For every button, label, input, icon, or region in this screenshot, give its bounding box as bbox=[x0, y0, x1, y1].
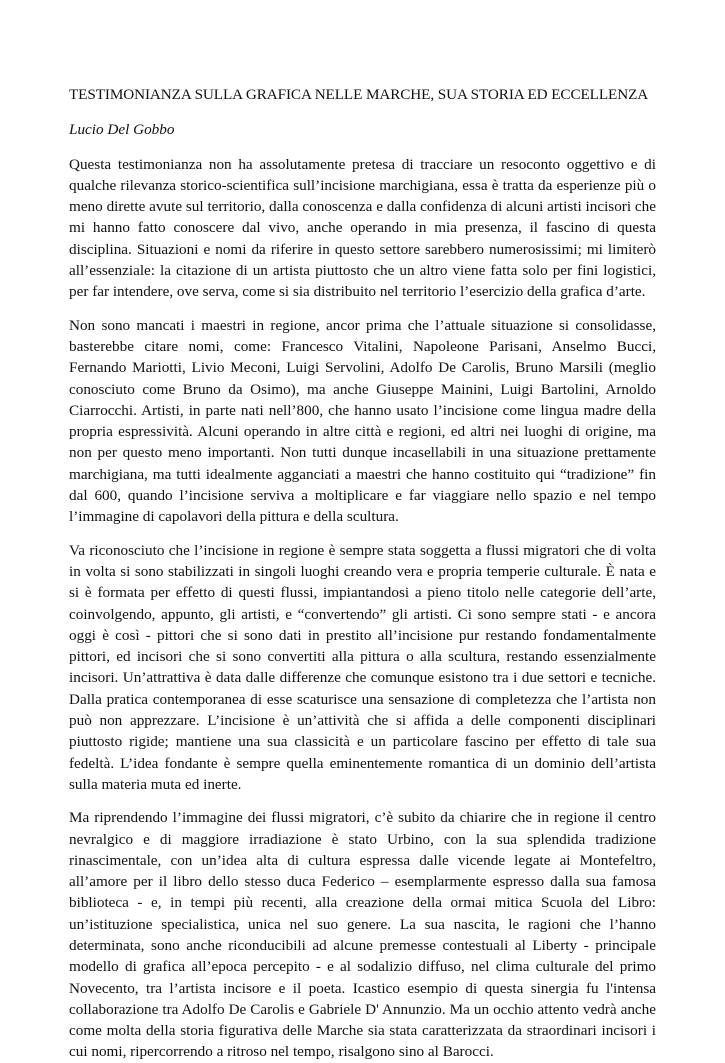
paragraph-migratory-flows: Va riconosciuto che l’incisione in regione è sempre stata soggetta a flussi migratori che di volta in volta si sono stabilizzati in singoli luoghi creando vera e propria temperie culturale. È nata e si è formata per effetto di questi flussi, impiantandosi a pieno titolo nelle categorie dell’arte, coinvolgendo, appunto, gli artisti, e “convertendo” gli artisti. Ci sono sempre stati - e ancora oggi è così - pittori che si sono dati in prestito all’incisione pur restando fondamentalmente pittori, ed incisori che si sono convertiti alla pittura o alla scultura, restando essenzialmente incisori. Un’attrattiva è data dalle differenze che comunque esistono tra i due settori e tecniche. Dalla pratica contemporanea di esse scaturisce una sensazione di completezza che l’artista non può non apprezzare. L’incisione è un’attività che si affida a delle componenti disciplinari piuttosto rigide; mantiene una sua classicità e un particolare fascino per effetto di tale sua fedeltà. L’idea fondante è sempre quella eminentemente romantica di un dominio dell’artista sulla materia muta ed inerte. bbox=[69, 541, 656, 793]
document-title: TESTIMONIANZA SULLA GRAFICA NELLE MARCHE, SUA STORIA ED ECCELLENZA bbox=[69, 86, 649, 103]
paragraph-intro: Questa testimonianza non ha assolutamente pretesa di tracciare un resoconto oggettivo e di qualche rilevanza storico-scientifica sull’incisione marchigiana, essa è tratta da esperienze più o meno dirette avute sul territorio, dalla conoscenza e dalla confidenza di alcuni artisti incisori che mi hanno fatto conoscere dal vivo, anche operando in mia presenza, il fascino di questa disciplina. Situazioni e nomi da riferire in questo settore sarebbero numerosissimi; mi limiterò all’essenziale: la citazione di un artista piuttosto che un altro viene fatta solo per fini logistici, per far intendere, ove serva, come si sia distribuito nel territorio l’esercizio della grafica d’arte. bbox=[69, 155, 656, 301]
paragraph-urbino: Ma riprendendo l’immagine dei flussi migratori, c’è subito da chiarire che in regione il centro nevralgico e di maggiore irradiazione è stato Urbino, con la sua splendida tradizione rinascimentale, con un’idea alta di cultura espressa dalle vicende legate ai Montefeltro, all’amore per il libro dello stesso duca Federico – esemplarmente espresso dalla sua famosa biblioteca - e, in tempi più recenti, alla creazione della ormai mitica Scuola del Libro: un’istituzione specialistica, unica nel suo genere. La sua nascita, le ragioni che l’hanno determinata, sono anche riconducibili ad alcune premesse contestuali al Liberty - principale modello di grafica all’epoca percepito - e al sodalizio diffuso, nel clima culturale del primo Novecento, tra l’artista incisore e il poeta. Icastico esempio di questa sinergia fu l'intensa collaborazione tra Adolfo De Carolis e Gabriele D' Annunzio. Ma un occhio attento vedrà anche come molta della storia figurativa delle Marche sia stata caratterizzata da straordinari incisori i cui nomi, ripercorrendo a ritroso nel tempo, risalgono sino al Barocci. bbox=[69, 809, 656, 1061]
paragraph-masters: Non sono mancati i maestri in regione, ancor prima che l’attuale situazione si consolidasse, basterebbe citare nomi, come: Francesco Vitalini, Napoleone Parisani, Anselmo Bucci, Fernando Mariotti, Livio Meconi, Luigi Servolini, Adolfo De Carolis, Bruno Marsili (meglio conosciuto come Bruno da Osimo), ma anche Giuseppe Mainini, Luigi Bartolini, Arnoldo Ciarrocchi. Artisti, in parte nati nell’800, che hanno usato l’incisione come lingua madre della propria espressività. Alcuni operando in altre città e regioni, ed altri nei luoghi di origine, ma non per questo meno importanti. Non tutti dunque incasellabili in una situazione prettamente marchigiana, ma tutti idealmente agganciati a maestri che hanno costituito qui “tradizione” fin dal 600, quando l’incisione serviva a moltiplicare e far viaggiare nello spazio e nel tempo l’immagine di capolavori della pittura e della scultura. bbox=[69, 316, 656, 526]
document-author: Lucio Del Gobbo bbox=[69, 121, 175, 139]
